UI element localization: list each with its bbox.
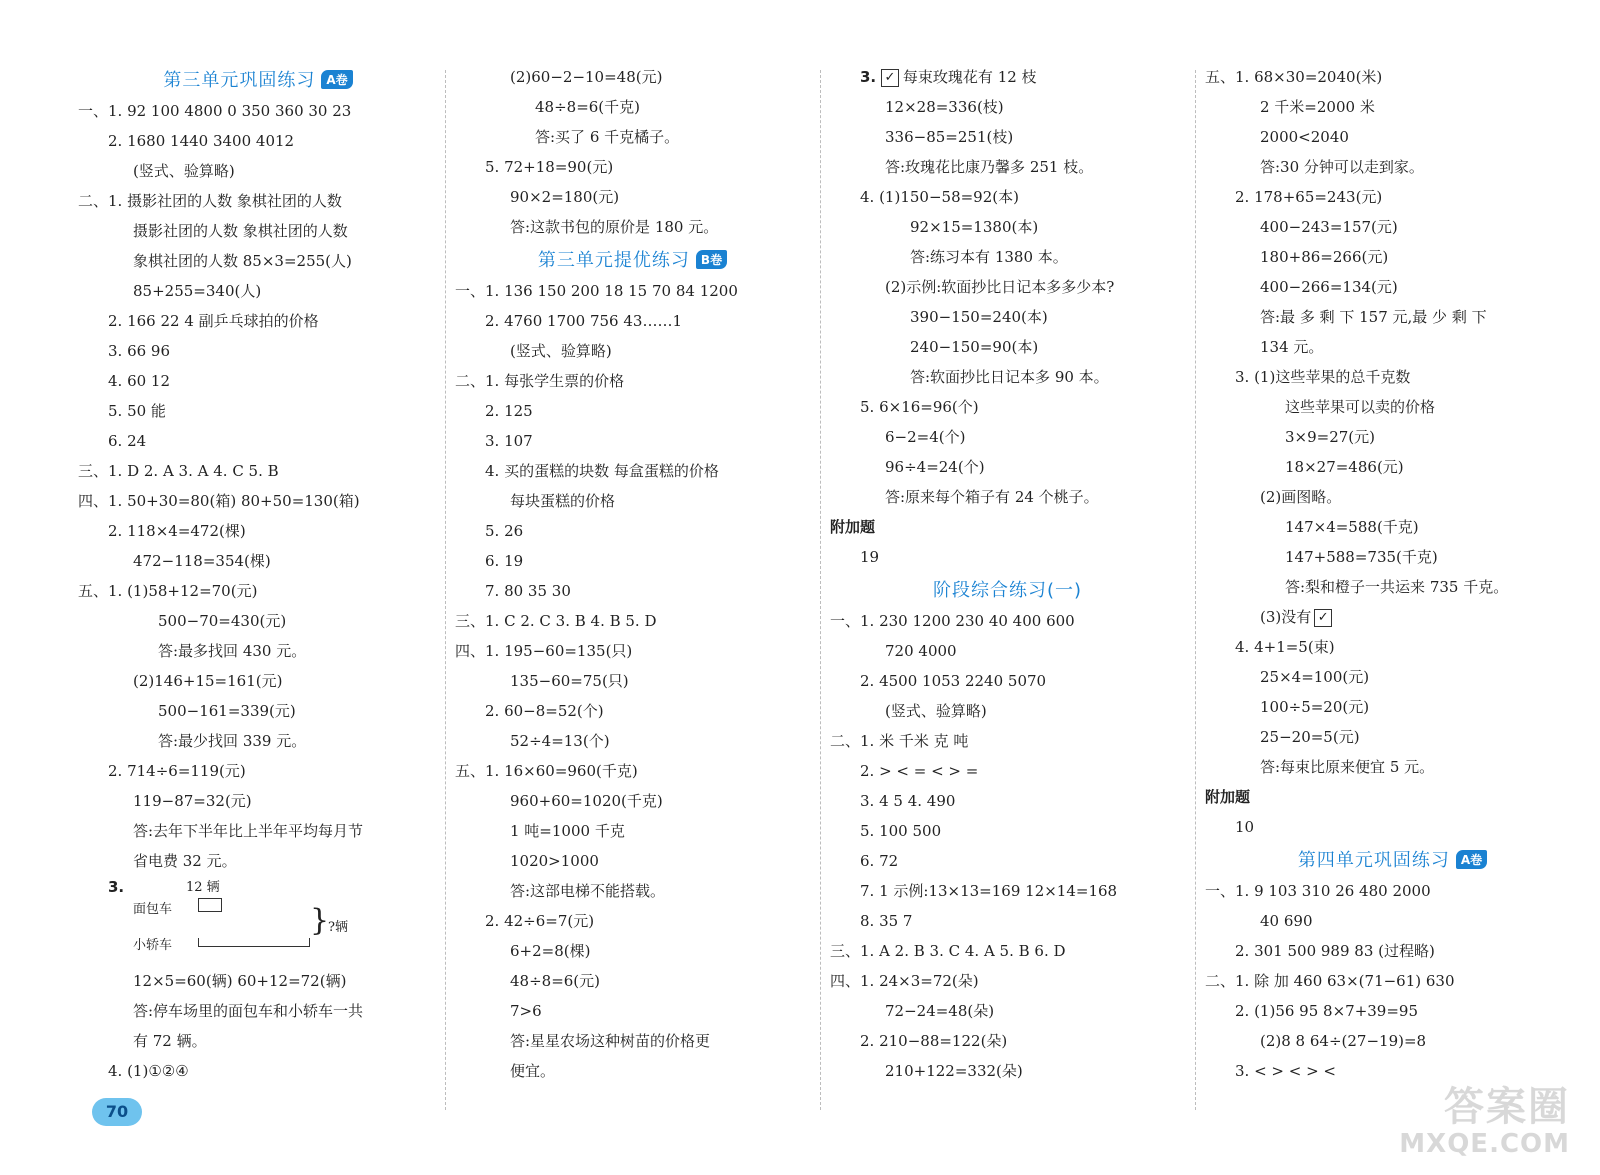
answer-line: 2. 118×4=472(棵) <box>108 522 246 540</box>
answer-line: 100÷5=20(元) <box>1260 698 1370 716</box>
answer-line: (2)146+15=161(元) <box>133 672 283 690</box>
checkmark-icon: ✓ <box>881 69 899 87</box>
answer-line: 18×27=486(元) <box>1285 458 1404 476</box>
answer-line: 6. 72 <box>860 852 899 870</box>
level-badge: B卷 <box>696 250 727 269</box>
answer-line: 2. 42÷6=7(元) <box>485 912 595 930</box>
brace-icon: } <box>310 903 330 938</box>
answer-line: (竖式、验算略) <box>885 702 987 720</box>
watermark-url: MXQE.COM <box>1399 1129 1570 1159</box>
answer-line: 二、1. 摄影社团的人数 象棋社团的人数 <box>78 192 342 210</box>
answer-line: 7. 80 35 30 <box>485 582 571 600</box>
section-title-text: 第四单元巩固练习 <box>1297 850 1450 871</box>
answer-line: 6+2=8(棵) <box>510 942 591 960</box>
answer-line: 500−161=339(元) <box>158 702 296 720</box>
answer-line: 3. (1)这些苹果的总千克数 <box>1235 368 1411 386</box>
column-divider <box>820 70 821 1110</box>
answer-line: 这些苹果可以卖的价格 <box>1285 398 1436 416</box>
answer-line: 72−24=48(朵) <box>885 1002 995 1020</box>
answer-line: (2)示例:软面抄比日记本多多少本? <box>885 278 1115 296</box>
answer-line: 象棋社团的人数 85×3=255(人) <box>133 252 352 270</box>
item-number: 3. <box>860 68 877 86</box>
answer-line: 3. 4 5 4. 490 <box>860 792 956 810</box>
answer-line: 7. 1 示例:13×13=169 12×14=168 <box>860 882 1118 900</box>
bonus-heading: 附加题 <box>1205 788 1251 806</box>
answer-line: 19 <box>860 548 880 566</box>
answer-line: 答:软面抄比日记本多 90 本。 <box>910 368 1109 386</box>
answer-line: 4. (1)①②④ <box>108 1062 189 1080</box>
answer-line: 2000<2040 <box>1260 128 1349 146</box>
answer-line: 40 690 <box>1260 912 1313 930</box>
answer-line: 92×15=1380(本) <box>910 218 1039 236</box>
answer-line: 960+60=1020(千克) <box>510 792 663 810</box>
answer-line: 25×4=100(元) <box>1260 668 1370 686</box>
answer-line: 每块蛋糕的价格 <box>510 492 616 510</box>
car-bar <box>198 938 310 947</box>
answer-line: 答:原来每个箱子有 24 个桃子。 <box>885 488 1099 506</box>
answer-line: 答:最少找回 339 元。 <box>158 732 307 750</box>
section-title-text: 第三单元巩固练习 <box>163 70 316 91</box>
answer-line: 五、1. (1)58+12=70(元) <box>78 582 258 600</box>
answer-line: 三、1. A 2. B 3. C 4. A 5. B 6. D <box>830 942 1066 960</box>
answer-line <box>830 62 1185 92</box>
diagram-bus-label: 面包车 <box>133 902 173 917</box>
answer-line: 2. 4760 1700 756 43……1 <box>485 312 682 330</box>
section-title <box>78 64 438 94</box>
answer-line: 答:最 多 剩 下 157 元,最 少 剩 下 <box>1260 308 1487 326</box>
answer-line: 96÷4=24(个) <box>885 458 985 476</box>
answer-text: 每束玫瑰花有 12 枝 <box>902 68 1037 86</box>
answer-line: 6−2=4(个) <box>885 428 966 446</box>
answer-line: 500−70=430(元) <box>158 612 287 630</box>
answer-line: 2. 166 22 4 副乒乓球拍的价格 <box>108 312 319 330</box>
answer-line: 2 千米=2000 米 <box>1260 98 1375 116</box>
answer-line: 答:玫瑰花比康乃馨多 251 枝。 <box>885 158 1094 176</box>
answer-line: (2)60−2−10=48(元) <box>510 68 663 86</box>
section-title <box>830 574 1185 604</box>
answer-line: (2)画图略。 <box>1260 488 1342 506</box>
answer-line: 85+255=340(人) <box>133 282 262 300</box>
answer-line: 2. 210−88=122(朵) <box>860 1032 1008 1050</box>
watermark-logo <box>1399 1085 1570 1159</box>
answer-line: 三、1. D 2. A 3. A 4. C 5. B <box>78 462 279 480</box>
answer-line: 90×2=180(元) <box>510 188 620 206</box>
answer-line: 4. 买的蛋糕的块数 每盒蛋糕的价格 <box>485 462 719 480</box>
answer-line: 答:梨和橙子一共运来 735 千克。 <box>1285 578 1509 596</box>
answer-line: 一、1. 230 1200 230 40 400 600 <box>830 612 1075 630</box>
answer-line: (2)8 8 64÷(27−19)=8 <box>1260 1032 1427 1050</box>
answer-line: 4. (1)150−58=92(本) <box>860 188 1019 206</box>
checkmark-icon: ✓ <box>1314 609 1332 627</box>
answer-line: 五、1. 16×60=960(千克) <box>455 762 638 780</box>
answer-text: (3)没有 <box>1260 608 1312 626</box>
answer-line: (竖式、验算略) <box>133 162 235 180</box>
answer-line: 答:每束比原来便宜 5 元。 <box>1260 758 1435 776</box>
level-badge: A卷 <box>1456 850 1487 869</box>
answer-line: 5. 50 能 <box>108 402 166 420</box>
bus-bar <box>198 898 222 912</box>
answer-line: 3. < > < > < <box>1235 1062 1336 1080</box>
answer-line: 四、1. 24×3=72(朵) <box>830 972 979 990</box>
answer-line: 3. 107 <box>485 432 533 450</box>
answer-line: 一、1. 9 103 310 26 480 2000 <box>1205 882 1431 900</box>
page-number: 70 <box>92 1098 142 1126</box>
diagram-number: 3. <box>108 878 125 896</box>
answer-line: 答:练习本有 1380 本。 <box>910 248 1068 266</box>
answer-line: 1 吨=1000 千克 <box>510 822 625 840</box>
answer-line: 2. > < = < > = <box>860 762 979 780</box>
answer-line: 2. 178+65=243(元) <box>1235 188 1383 206</box>
answer-line: 10 <box>1235 818 1255 836</box>
answer-line: 答:最多找回 430 元。 <box>158 642 307 660</box>
answer-line <box>1205 602 1580 632</box>
answer-line: 答:去年下半年比上半年平均每月节 <box>133 822 364 840</box>
answer-line: 省电费 32 元。 <box>133 852 237 870</box>
answer-line: 2. 301 500 989 83 (过程略) <box>1235 942 1435 960</box>
answer-line: 48÷8=6(元) <box>510 972 601 990</box>
answer-line: 3. 66 96 <box>108 342 171 360</box>
answer-line: 一、1. 92 100 4800 0 350 360 30 23 <box>78 102 352 120</box>
column-1 <box>78 62 438 1122</box>
bonus-heading: 附加题 <box>830 518 876 536</box>
answer-line: 119−87=32(元) <box>133 792 252 810</box>
section-title-text: 第三单元提优练习 <box>537 250 690 271</box>
answer-line: 三、1. C 2. C 3. B 4. B 5. D <box>455 612 657 630</box>
answer-line: 答:这部电梯不能搭载。 <box>510 882 666 900</box>
answer-line: 147+588=735(千克) <box>1285 548 1438 566</box>
answer-line: 336−85=251(枝) <box>885 128 1014 146</box>
diagram-top-label: 12 辆 <box>186 880 220 895</box>
answer-line: 240−150=90(本) <box>910 338 1039 356</box>
level-badge: A卷 <box>321 70 352 89</box>
answer-line: 二、1. 每张学生票的价格 <box>455 372 625 390</box>
answer-line: 2. 714÷6=119(元) <box>108 762 246 780</box>
diagram-question-label: ?辆 <box>328 920 348 935</box>
answer-line: 400−266=134(元) <box>1260 278 1398 296</box>
line-segment-diagram <box>78 876 438 966</box>
answer-line: 答:停车场里的面包车和小轿车一共 <box>133 1002 364 1020</box>
answer-line: 二、1. 除 加 460 63×(71−61) 630 <box>1205 972 1455 990</box>
answer-line: 1020>1000 <box>510 852 599 870</box>
answer-line: 400−243=157(元) <box>1260 218 1398 236</box>
answer-line: 四、1. 195−60=135(只) <box>455 642 633 660</box>
answer-line: 答:30 分钟可以走到家。 <box>1260 158 1424 176</box>
answer-line: 12×5=60(辆) 60+12=72(辆) <box>133 972 347 990</box>
answer-line: 5. 26 <box>485 522 524 540</box>
answer-line: (竖式、验算略) <box>510 342 612 360</box>
answer-line: 210+122=332(朵) <box>885 1062 1023 1080</box>
answer-line: 12×28=336(枝) <box>885 98 1004 116</box>
answer-line: 25−20=5(元) <box>1260 728 1360 746</box>
answer-line: 答:星星农场这种树苗的价格更 <box>510 1032 711 1050</box>
column-3 <box>830 62 1185 1122</box>
column-2 <box>455 62 810 1122</box>
answer-line: 五、1. 68×30=2040(米) <box>1205 68 1383 86</box>
answer-line: 便宜。 <box>510 1062 556 1080</box>
answer-line: 180+86=266(元) <box>1260 248 1389 266</box>
column-divider <box>445 70 446 1110</box>
answer-line: 答:买了 6 千克橘子。 <box>535 128 680 146</box>
section-title-text: 阶段综合练习(一) <box>932 580 1083 601</box>
answer-line: 四、1. 50+30=80(箱) 80+50=130(箱) <box>78 492 360 510</box>
answer-line: 3×9=27(元) <box>1285 428 1376 446</box>
column-4 <box>1205 62 1580 1122</box>
diagram-car-label: 小轿车 <box>133 938 173 953</box>
answer-line: 一、1. 136 150 200 18 15 70 84 1200 <box>455 282 738 300</box>
answer-line: 二、1. 米 千米 克 吨 <box>830 732 969 750</box>
answer-line: 4. 60 12 <box>108 372 171 390</box>
answer-line: 52÷4=13(个) <box>510 732 610 750</box>
answer-line: 答:这款书包的原价是 180 元。 <box>510 218 719 236</box>
answer-line: 8. 35 7 <box>860 912 913 930</box>
answer-line: 5. 100 500 <box>860 822 942 840</box>
answer-line: 134 元。 <box>1260 338 1324 356</box>
section-title <box>455 244 810 274</box>
column-divider <box>1195 70 1196 1110</box>
answer-line: 5. 72+18=90(元) <box>485 158 614 176</box>
answer-line: 472−118=354(棵) <box>133 552 271 570</box>
answer-line: 2. 60−8=52(个) <box>485 702 604 720</box>
watermark-text: 答案圈 <box>1444 1084 1570 1130</box>
answer-line: 720 4000 <box>885 642 957 660</box>
answer-line: 5. 6×16=96(个) <box>860 398 979 416</box>
answer-line: 6. 19 <box>485 552 524 570</box>
answer-line: 390−150=240(本) <box>910 308 1048 326</box>
section-title <box>1205 844 1580 874</box>
answer-line: 2. (1)56 95 8×7+39=95 <box>1235 1002 1419 1020</box>
answer-line: 7>6 <box>510 1002 542 1020</box>
answer-line: 2. 1680 1440 3400 4012 <box>108 132 295 150</box>
answer-line: 4. 4+1=5(束) <box>1235 638 1335 656</box>
answer-line: 2. 125 <box>485 402 533 420</box>
answer-line: 147×4=588(千克) <box>1285 518 1419 536</box>
answer-line: 2. 4500 1053 2240 5070 <box>860 672 1047 690</box>
answer-line: 135−60=75(只) <box>510 672 629 690</box>
answer-line: 6. 24 <box>108 432 147 450</box>
answer-line: 有 72 辆。 <box>133 1032 207 1050</box>
answer-line: 48÷8=6(千克) <box>535 98 641 116</box>
answer-line: 摄影社团的人数 象棋社团的人数 <box>133 222 348 240</box>
